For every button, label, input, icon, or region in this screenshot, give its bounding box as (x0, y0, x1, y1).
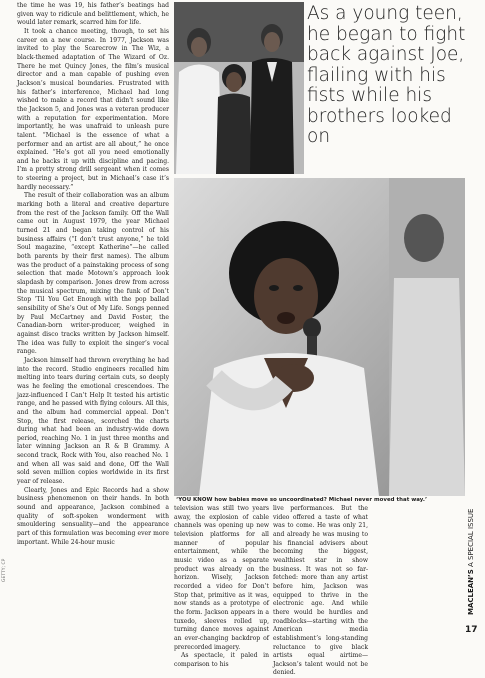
singing-photo (174, 178, 465, 496)
article-paragraph: Clearly, Jones and Epic Records had a show business phenomenon on their hands. In both sound and appearance, Jackson combined a quality of soft-spoken wonderment with smouldering sensuality—and the appearance part of this formulation was becoming ever more important. While 24-hour music (17, 486, 169, 546)
article-column-left (17, 2, 169, 547)
article-paragraph: Jackson himself had thrown everything he had into the record. Studio engineers recalled him melting into tears during certain cuts, so deeply was he feeling the emotional crescendoes. The jazz-influenced I Can’t Help It tested his artistic range, and he passed with flying colours. All this, and the album had commercial appeal. Don’t Stop, the first release, scorched the charts during what had been an industry-wide down period, reaching No. 1 in just three months and later winning Jackson an R & B Grammy. A second track, Rock with You, also reached No. 1 and when all was said and done, Off the Wall sold seven million copies worldwide in its first year of release. (17, 356, 169, 486)
article-paragraph: live performances. But the video offered a taste of what was to come. He was only 21, and already he was musing to his financial advisers about becoming the biggest, wealthiest star in show business. It was not so far-fetched: more than any artist before him, Jackson was equipped to thrive in the electronic age. And while there would be hurdles and roadblocks—starting with the American media establishment’s long-standing reluctance to give black artists equal airtime—Jackson’s talent would not be denied. (273, 505, 368, 677)
magazine-name: MACLEAN’S (467, 569, 475, 615)
photo-credit: GETTY; CP (2, 558, 7, 582)
article-paragraph: the time he was 19, his father’s beatings had given way to ridicule and belittlement, which, he would later remark, scarred him for life. (17, 2, 169, 27)
photo-caption: ‘YOU KNOW how babies move so uncoordinated? Michael never moved that way.’ (176, 497, 428, 503)
page-number: 17 (465, 625, 478, 635)
article-paragraph: It took a chance meeting, though, to set his career on a new course. In 1977, Jackson was invited to play the Scarecrow in The Wiz, a black-themed adaptation of The Wizard of Oz. There he met Quincy Jones, the film’s musical director and a man capable of pushing even Jackson’s musical boundaries. Frustrated with his father’s interference, Michael had long wished to make a record that didn’t sound like the Jackson 5, and Jones was a veteran producer with a reputation for experimentation. More importantly, he was unafraid to unleash pure talent. “Michael is the essence of what a performer and an artist are all about,” he once explained. “He’s got all you need emotionally and he backs it up with discipline and pacing. I’m a pretty strong drill sergeant when it comes to steering a project, but in Michael’s case it’s hardly necessary.” (17, 27, 169, 191)
family-photo (174, 2, 304, 174)
article-paragraph: television was still two years away, the explosion of cable channels was opening up new television platforms for all manner of popular entertainment, while the music video as a separate product was already on the horizon. Wisely, Jackson recorded a video for Don’t Stop that, primitive as it was, now stands as a prototype of the form. Jackson appears in a tuxedo, sleeves rolled up, turning dance moves against an ever-changing backdrop of prerecorded imagery. (174, 505, 269, 651)
article-column-bottom-1 (174, 505, 269, 669)
folio-line (467, 509, 475, 615)
section-name: A SPECIAL ISSUE (467, 508, 475, 568)
article-paragraph: The result of their collaboration was an album marking both a literal and creative departure from the rest of the Jackson family. Off the Wall came out in August 1979, the year Michael turned 21 and began taking control of his business affairs (“I don’t trust anyone,” he told Soul magazine, “except Katherine”—he called both parents by their first names). The album was the product of a painstaking process of song selection that made Motown’s approach look slapdash by comparison. Jones drew from across the musical spectrum, mixing the funk of Don’t Stop ’Til You Get Enough with the pop ballad sensibility of She’s Out of My Life. Songs penned by Paul McCartney and David Foster, the Canadian-born writer-producer, weighed in against disco tracks written by Jackson himself. The idea was fully to exploit the singer’s vocal range. (17, 192, 169, 356)
article-paragraph: As spectacle, it paled in comparison to his (174, 652, 269, 668)
pull-quote: As a young teen, he began to fight back against Joe, flailing with his fists while his brothers looked on (307, 3, 466, 147)
article-column-bottom-2 (273, 505, 368, 678)
